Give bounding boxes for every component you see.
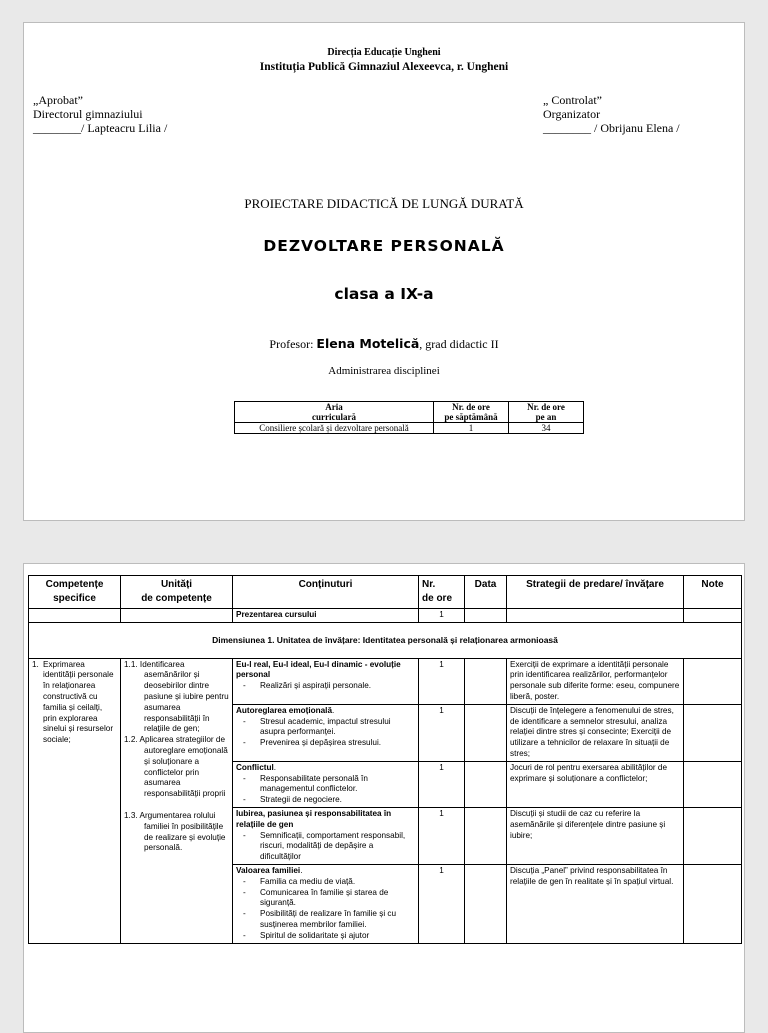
intro-content: Prezentarea cursului bbox=[233, 609, 419, 623]
notes-cell bbox=[684, 864, 742, 943]
strategy-cell: Discuția „Panel” privind responsabilitatea în relațiile de gen în realitate și în spațiul virtual. bbox=[507, 864, 684, 943]
info-yearly-value: 34 bbox=[509, 423, 584, 434]
discipline-info-table bbox=[234, 401, 584, 434]
control-label: „ Controlat” bbox=[543, 93, 602, 107]
approval-signature: ________/ Lapteacru Lilia / bbox=[33, 121, 168, 135]
info-header-area: Aria curriculară bbox=[235, 402, 434, 423]
notes-cell bbox=[684, 761, 742, 807]
intro-hours: 1 bbox=[419, 609, 465, 623]
strategy-cell: Exerciții de exprimare a identității personale prin identificarea realizărilor, performanțelor personale sub diferite forme: eseu, compunere liberă, poster. bbox=[507, 658, 684, 704]
col-header-contents: Conținuturi bbox=[233, 576, 419, 609]
unit-1-3: 1.3. Argumentarea rolului familiei în posibilitățile de realizare și evoluție personală. bbox=[124, 810, 226, 853]
approval-role: Directorul gimnaziului bbox=[33, 107, 143, 121]
administration-heading: Administrarea disciplinei bbox=[328, 365, 440, 377]
notes-cell bbox=[684, 807, 742, 864]
hours-cell: 1 bbox=[419, 704, 465, 761]
dimension-row bbox=[29, 622, 742, 658]
content-cell: Iubirea, pasiunea și responsabilitatea în relațiile de gen - Semnificații, comportament responsabil, riscuri, modalități de depășire a dificultăților bbox=[233, 807, 419, 864]
units-cell bbox=[121, 658, 233, 943]
table-header-row bbox=[29, 576, 742, 609]
hours-cell: 1 bbox=[419, 658, 465, 704]
info-header-yearly: Nr. de ore pe an bbox=[509, 402, 584, 423]
control-role: Organizator bbox=[543, 107, 601, 121]
table-row bbox=[29, 658, 742, 704]
col-header-strategies: Strategii de predare/ învățare bbox=[507, 576, 684, 609]
hours-cell: 1 bbox=[419, 864, 465, 943]
date-cell bbox=[465, 658, 507, 704]
project-title: PROIECTARE DIDACTICĂ DE LUNGĂ DURATĂ bbox=[244, 196, 524, 211]
content-cell: Autoreglarea emoțională. - Stresul academic, impactul stresului asupra performanței. - Prevenirea și depășirea stresului. bbox=[233, 704, 419, 761]
info-area-value: Consiliere școlară și dezvoltare personală bbox=[235, 423, 434, 434]
approval-label: „Aprobat” bbox=[33, 93, 83, 107]
teacher-suffix: , grad didactic II bbox=[419, 337, 499, 351]
hours-cell: 1 bbox=[419, 807, 465, 864]
date-cell bbox=[465, 761, 507, 807]
notes-cell bbox=[684, 704, 742, 761]
content-cell: Eu-l real, Eu-l ideal, Eu-l dinamic - evoluție personal - Realizări și aspirații personale. bbox=[233, 658, 419, 704]
unit-1-2: 1.2. Aplicarea strategiilor de autoreglare emoțională și soluționare a conflictelor prin asumarea responsabilității proprii bbox=[124, 735, 228, 799]
content-cell: Conflictul. - Responsabilitate personală în managementul conflictelor. - Strategii de negociere. bbox=[233, 761, 419, 807]
table-row bbox=[29, 609, 742, 623]
unit-1-1: 1.1. Identificarea asemănărilor și deosebirilor dintre pasiune și iubire pentru asumarea responsabilității în relațiile de gen; bbox=[124, 659, 229, 734]
date-cell bbox=[465, 704, 507, 761]
strategy-cell: Discuții de înțelegere a fenomenului de stres, de identificare a semnelor stresului, analiza relației dintre stres și consecinte; Exerciții de utilizare a tehnicilor de relaxare în situații de stres; bbox=[507, 704, 684, 761]
info-header-weekly: Nr. de ore pe săptămână bbox=[434, 402, 509, 423]
competence-cell: 1. Exprimarea identității personale în relaționarea constructivă cu familia și ceilalți, prin explorarea sinelui și resurselor sociale; bbox=[29, 658, 121, 943]
header-directorate: Direcția Educație Ungheni bbox=[327, 47, 441, 58]
header-institution-bold: Instituția Publică bbox=[259, 61, 346, 73]
control-block bbox=[543, 93, 680, 135]
control-signature: ________ / Obrijanu Elena / bbox=[543, 121, 680, 135]
document-page-plan bbox=[23, 563, 745, 1033]
col-header-date: Data bbox=[465, 576, 507, 609]
date-cell bbox=[465, 807, 507, 864]
date-cell bbox=[465, 864, 507, 943]
strategy-cell: Jocuri de rol pentru exersarea abilităților de exprimare și soluționare a conflictelor; bbox=[507, 761, 684, 807]
info-weekly-value: 1 bbox=[434, 423, 509, 434]
col-header-hours: Nr. de ore bbox=[419, 576, 465, 609]
hours-cell: 1 bbox=[419, 761, 465, 807]
header-institution bbox=[24, 61, 744, 73]
teacher-prefix: Profesor: bbox=[269, 337, 317, 351]
col-header-notes: Note bbox=[684, 576, 742, 609]
strategy-cell: Discuții și studii de caz cu referire la asemănările și diferențele dintre pasiune și iubire; bbox=[507, 807, 684, 864]
grade-title: clasa a IX-a bbox=[334, 285, 434, 303]
teacher-name: Elena Motelică bbox=[316, 336, 420, 351]
notes-cell bbox=[684, 658, 742, 704]
approval-block bbox=[33, 93, 167, 135]
long-term-plan-table bbox=[28, 575, 742, 944]
col-header-units: Unități de competențe bbox=[121, 576, 233, 609]
teacher-line bbox=[24, 336, 744, 352]
dimension-title: Dimensiunea 1. Unitatea de învățare: Identitatea personală și relaționarea armonioasă bbox=[29, 622, 742, 658]
subject-title: DEZVOLTARE PERSONALĂ bbox=[263, 237, 505, 255]
content-cell: Valoarea familiei. - Familia ca mediu de viață. - Comunicarea în familie și starea de siguranță. - Posibilități de realizare în familie și cu susținerea membrilor familiei. - Spiritul de solidaritate și ajutor bbox=[233, 864, 419, 943]
header-institution-rest: Gimnaziul Alexeevca, r. Ungheni bbox=[345, 61, 509, 73]
document-page-cover bbox=[23, 22, 745, 521]
col-header-competences: Competențe specifice bbox=[29, 576, 121, 609]
